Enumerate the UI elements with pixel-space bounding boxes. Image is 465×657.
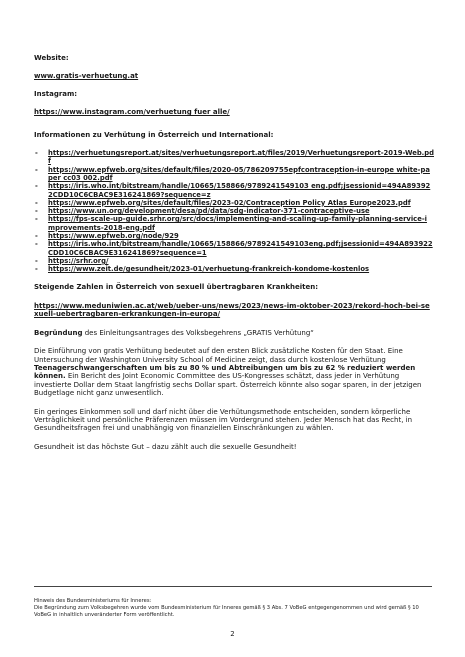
paragraph-costs-a: Die Einführung von gratis Verhütung bedeutet auf den ersten Blick zusätzliche Kosten für den Staat. Eine Untersuchung der Washington University School of Medicine zeigt, dass durch kostenlose Verhütung [34,347,403,364]
page-number: 2 [230,630,235,638]
sti-heading: Steigende Zahlen in Österreich von sexuell übertragbaren Krankheiten: [34,283,318,292]
page-content [34,54,434,451]
paragraph-costs [34,347,434,397]
info-link[interactable]: - https://www.epfweb.org/sites/default/files/2023-02/Contraception Policy Atlas Europe2023.pdf [34,199,434,207]
info-link[interactable]: - https://iris.who.int/bitstream/handle/10665/158866/9789241549103 eng.pdf;jsessionid=494A893922CDD10C6CBAC9E316241869?sequence=z [34,182,434,199]
footer-note [34,598,434,620]
begruendung-bold: Begründung [34,328,83,337]
instagram-label: Instagram: [34,89,78,98]
info-link[interactable]: - https://iris.who.int/bitstream/handle/10665/158866/9789241549103eng.pdf;jsessionid=494A893922CDD10C6CBAC9E316241869?sequence=1 [34,240,434,257]
info-link[interactable]: - https://www.zeit.de/gesundheit/2023-01/verhuetung-frankreich-kondome-kostenlos [34,265,434,273]
info-link[interactable]: - https://www.un.org/development/desa/pd/data/sdg-indicator-371-contraceptive-use [34,207,434,215]
begruendung-heading [34,329,434,337]
info-heading: Informationen zu Verhütung in Österreich und International: [34,130,274,139]
info-link[interactable]: - https://www.epfweb.org/sites/default/files/2020-05/786209755epfcontraception-in-europe white-paper cc03 002.pdf [34,166,434,183]
paragraph-health: Gesundheit ist das höchste Gut – dazu zählt auch die sexuelle Gesundheit! [34,442,297,451]
info-link[interactable]: - https://srhr.org/ [34,257,434,265]
info-link[interactable]: - https://verhuetungsreport.at/sites/verhuetungsreport.at/files/2019/Verhuetungsreport-2019-Web.pdf [34,149,434,166]
website-label: Website: [34,54,69,62]
footer-heading: Hinweis des Bundesministeriums für Inneres: [34,598,152,604]
paragraph-costs-b: Ein Bericht des Joint Economic Committee des US-Kongresses schätzt, dass jeder in Verhütung investierte Dollar dem Staat langfristig sechs Dollar spart. Österreich könnte also sogar sparen, in der jetzigen Budgetlage nicht ganz unwesentlich. [34,372,422,398]
info-link[interactable]: - https://www.epfweb.org/node/929 [34,232,434,240]
begruendung-rest: des Einleitungsantrages des Volksbegehrens „GRATIS Verhütung“ [82,328,314,337]
info-link-list [34,149,434,273]
sti-link[interactable]: https://www.meduniwien.ac.at/web/ueber-uns/news/2023/news-im-oktober-2023/rekord-hoch-bei-sexuell-uebertragbaren-erkrankungen-in-europa/ [34,301,430,319]
footer-text: Die Begründung zum Volksbegehren wurde vom Bundesministerium für Inneres gemäß § 3 Abs. 7 VoBeG entgegengenommen und wird gemäß § 10 VoBeG in inhaltlich unveränderter Form veröffentlicht. [34,605,419,619]
paragraph-income: Ein geringes Einkommen soll und darf nicht über die Verhütungsmethode entscheiden, sondern körperliche Verträglichkeit und persönliche Präferenzen müssen im Vordergrund stehen. Jeder Mensch hat das Recht, in Gesundheitsfragen frei und unabhängig von finanziellen Einschränkungen zu wählen. [34,407,413,433]
footer-divider [34,586,432,587]
paragraph-costs-bold: Teenagerschwangerschaften um bis zu 80 % und Abtreibungen um bis zu 62 % reduziert werden können. [34,363,416,381]
instagram-link[interactable]: https://www.instagram.com/verhuetung fuer alle/ [34,108,230,117]
website-link[interactable]: www.gratis-verhuetung.at [34,72,139,81]
info-link[interactable]: - https://fps-scale-up-guide.srhr.org/src/docs/implementing-and-scaling-up-family-planning-service-improvements-2018-eng.pdf [34,215,434,232]
